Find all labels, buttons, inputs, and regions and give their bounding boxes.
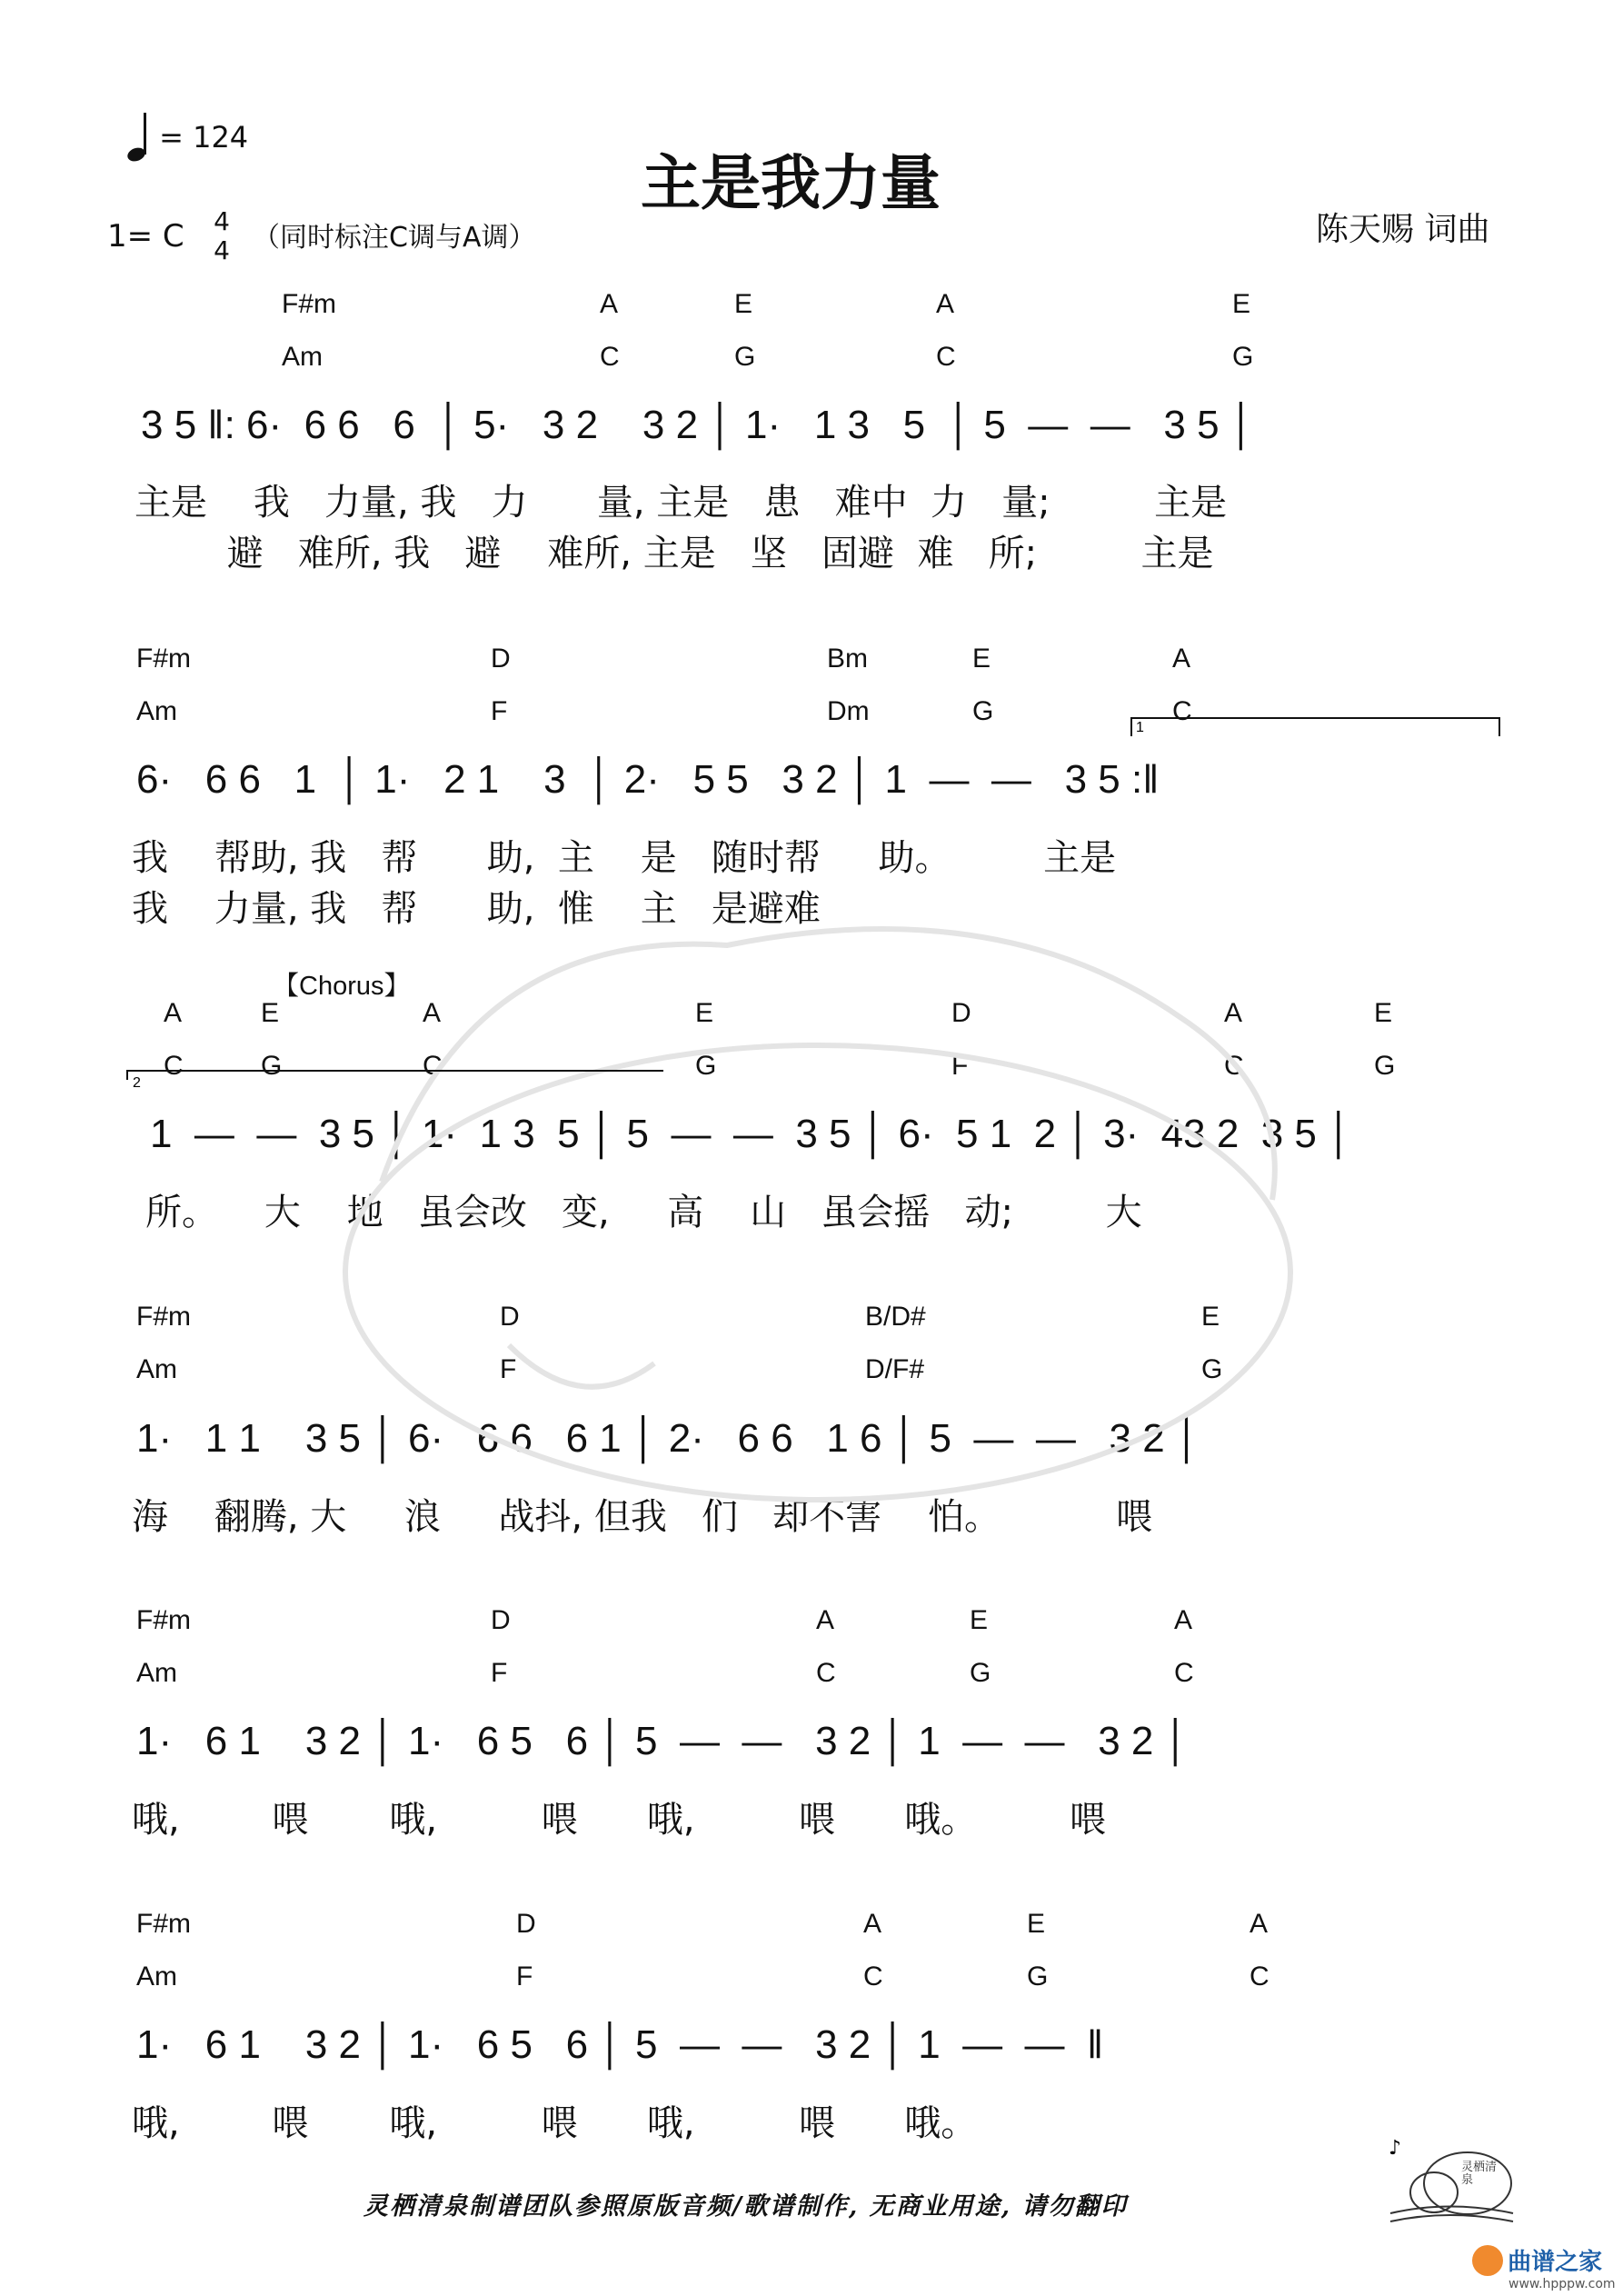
chord: C [600,342,620,372]
chord: G [1374,1051,1396,1081]
lyric-verse-1: 哦, 喂 哦, 喂 哦, 喂 哦。 [132,2102,978,2144]
chord: F#m [136,1909,191,1939]
key-note: （同时标注C调与A调） [253,222,536,254]
chord: B/D# [865,1302,926,1332]
chord: A [423,998,442,1028]
chord: Bm [827,644,868,674]
chord: E [970,1605,989,1635]
chord: C [164,1051,184,1081]
chord: A [164,998,183,1028]
chord: E [695,998,714,1028]
chord: G [261,1051,283,1081]
chord: F#m [282,289,336,319]
chord: E [734,289,753,319]
chord: A [1250,1909,1269,1939]
chord: F#m [136,1605,191,1635]
chord: Am [136,1658,177,1688]
chord: E [1232,289,1251,319]
chord: E [1201,1302,1220,1332]
chord: C [1224,1051,1244,1081]
chord: G [970,1658,991,1688]
chord: Am [136,1354,177,1384]
song-title: 主是我力量 [641,148,941,218]
watermark-text: 曲谱之家 [1508,2249,1603,2276]
watermark-illustration [345,929,1290,1500]
chord: Dm [827,696,870,726]
chord: A [600,289,619,319]
chord: A [1172,644,1191,674]
notation-line: 6· 6 6 1 │ 1· 2 1 3 │ 2· 5 5 3 2 │ 1 — — 3 5 :‖ [136,757,1160,802]
chord: E [972,644,991,674]
lyric-verse-1: 哦, 喂 哦, 喂 哦, 喂 哦。 喂 [132,1799,1107,1841]
chord: A [1224,998,1243,1028]
chord: A [936,289,955,319]
chord: D [491,644,511,674]
chord: D [516,1909,536,1939]
notation-line: 1· 1 1 3 5 │ 6· 6 6 6 1 │ 2· 6 6 1 6 │ 5 — — 3 2 │ [136,1416,1201,1461]
chord: C [423,1051,443,1081]
chord: C [1250,1962,1270,1992]
chord: C [1174,1658,1194,1688]
tempo-value: = 124 [159,120,249,155]
notation-line: 1 — — 3 5 │ 1· 1 3 5 │ 5 — — 3 5 │ 6· 5 1 2 │ 3· 43 2 3 5 │ [150,1112,1353,1156]
chord: G [1027,1962,1049,1992]
watermark-logo-icon [1472,2245,1503,2276]
chord: A [1174,1605,1193,1635]
lyric-verse-1: 主是 我 力量, 我 力 量, 主是 患 难中 力 量; 主是 [134,482,1228,524]
chord: D [500,1302,520,1332]
volta-number-1: 1 [1136,720,1144,735]
chord: G [1201,1354,1223,1384]
chord: F [491,1658,508,1688]
logo-text: 灵栖清泉 [1461,2161,1498,2187]
chord: C [816,1658,836,1688]
lyric-verse-1: 我 帮助, 我 帮 助, 主 是 随时帮 助。 主是 [132,837,1117,879]
chord: C [863,1962,883,1992]
chord: Am [136,1962,177,1992]
svg-text:♪: ♪ [1389,2137,1402,2160]
lyric-verse-1: 海 翻腾, 大 浪 战抖, 但我 们 却不害 怕。 喂 [132,1496,1153,1538]
chord: C [936,342,956,372]
chord: F [491,696,508,726]
chorus-label: 【Chorus】 [273,972,411,1001]
notation-line: 3 5 ‖: 6· 6 6 6 │ 5· 3 2 3 2 │ 1· 1 3 5 │ 5 — — 3 5 │ [141,403,1256,447]
lyric-verse-2: 避 难所, 我 避 难所, 主是 坚 固避 难 所; 主是 [134,533,1214,574]
time-bottom: 4 [214,235,230,265]
lyric-verse-1: 所。 大 地 虽会改 变, 高 山 虽会摇 动; 大 [145,1192,1142,1233]
chord: F#m [136,644,191,674]
footer-logo [1381,2127,1518,2227]
footer-note: 灵栖清泉制谱团队参照原版音频/歌谱制作, 无商业用途, 请勿翻印 [363,2192,1128,2221]
chord: D [491,1605,511,1635]
volta-number-2: 2 [133,1075,141,1091]
chord: G [1232,342,1254,372]
site-watermark [1472,2243,1616,2291]
chord: D/F# [865,1354,925,1384]
time-top: 4 [214,206,230,236]
chord: E [1027,1909,1046,1939]
chord: F [951,1051,969,1081]
notation-line: 1· 6 1 3 2 │ 1· 6 5 6 │ 5 — — 3 2 │ 1 — — 3 2 │ [136,1719,1190,1763]
chord: A [816,1605,835,1635]
watermark-url: www.hpppw.com [1508,2277,1616,2291]
chord: Am [282,342,323,372]
notation-line: 1· 6 1 3 2 │ 1· 6 5 6 │ 5 — — 3 2 │ 1 — — ‖ [136,2022,1104,2067]
chord: Am [136,696,177,726]
chord: D [951,998,971,1028]
chord: G [695,1051,717,1081]
chord: C [1172,696,1192,726]
chord: A [863,1909,882,1939]
chord: F [516,1962,533,1992]
key-label: 1= C [107,218,184,255]
chord: G [972,696,994,726]
lyric-verse-2: 我 力量, 我 帮 助, 惟 主 是避难 [132,888,821,930]
chord: F#m [136,1302,191,1332]
chord: F [500,1354,517,1384]
chord: E [1374,998,1393,1028]
chord: G [734,342,756,372]
author: 陈天赐 词曲 [1316,211,1490,248]
chord: E [261,998,280,1028]
volta-bracket-1 [1131,718,1499,736]
